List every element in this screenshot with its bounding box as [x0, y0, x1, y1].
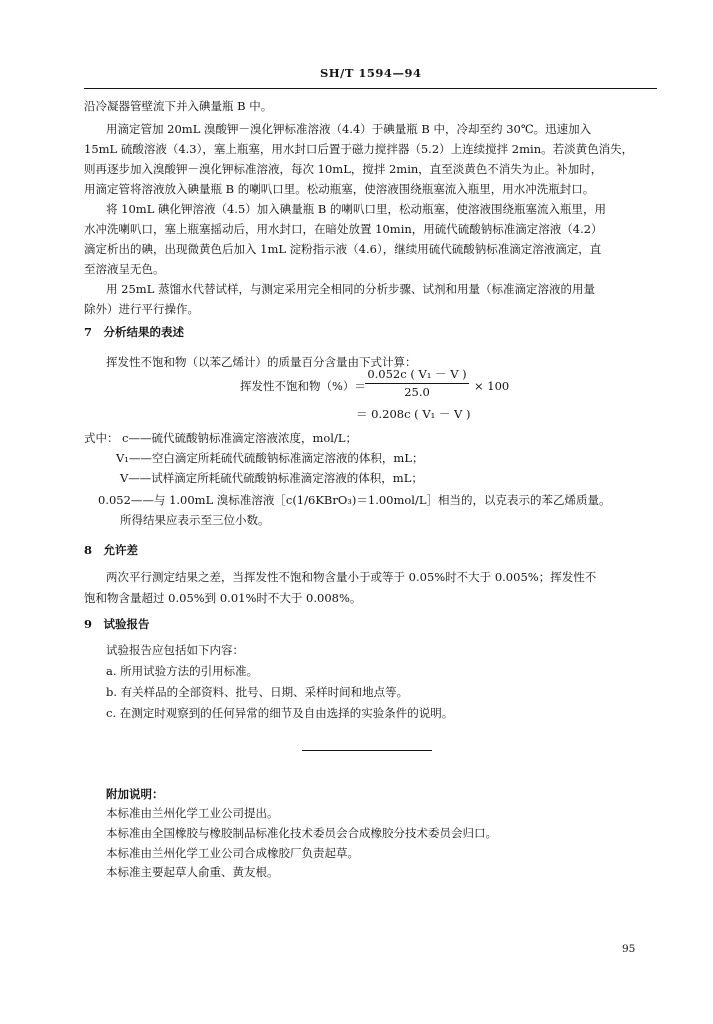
- rounding-note: 所得结果应表示至三位小数。: [120, 513, 270, 527]
- formula-numerator: 0.052c ( V₁ － V ): [367, 367, 467, 381]
- definition-c: c——硫代硫酸钠标准滴定溶液浓度，mol/L；: [122, 431, 357, 445]
- notes-line: 本标准由兰州化学工业公司提出。: [106, 806, 279, 820]
- document-code: SH/T 1594—94: [320, 66, 422, 80]
- tolerance-line1: 两次平行测定结果之差，当挥发性不饱和物含量小于或等于 0.05%时不大于 0.005%；挥发性不: [106, 570, 597, 584]
- notes-line: 本标准由兰州化学工业公司合成橡胶厂负责起草。: [106, 846, 359, 860]
- header-rule: [84, 88, 657, 89]
- procedure-para2-line1: 将 10mL 碘化钾溶液（4.5）加入碘量瓶 B 的喇叭口里，松动瓶塞，使溶液围绕瓶塞流入瓶里，用: [106, 202, 607, 216]
- procedure-line: 沿冷凝器管壁流下并入碘量瓶 B 中。: [84, 99, 273, 113]
- report-intro: 试验报告应包括如下内容：: [106, 643, 244, 657]
- procedure-para1-line4: 用滴定管将溶液放入碘量瓶 B 的喇叭口里。松动瓶塞，使溶液围绕瓶塞流入瓶里，用水冲洗瓶封口。: [84, 182, 595, 196]
- page-number: 95: [622, 943, 636, 955]
- section7-heading: 7 分析结果的表述: [84, 325, 185, 339]
- procedure-para2-line3: 滴定析出的碘，出现微黄色后加入 1mL 淀粉指示液（4.6），继续用硫代硫酸钠标准滴定溶液滴定，直: [84, 242, 602, 256]
- formula-multiplier: × 100: [474, 379, 510, 393]
- formula-intro: 挥发性不饱和物（以苯乙烯计）的质量百分含量由下式计算：: [106, 355, 417, 369]
- report-item-a: a. 所用试验方法的引用标准。: [106, 664, 259, 678]
- formula-result: ＝ 0.208c ( V₁ － V ): [356, 407, 471, 421]
- where-label: 式中：: [84, 431, 119, 445]
- tolerance-line2: 饱和物含量超过 0.05%到 0.01%时不大于 0.008%。: [84, 591, 362, 605]
- end-rule: [302, 750, 432, 751]
- procedure-para1-line2: 15mL 硫酸溶液（4.3），塞上瓶塞，用水封口后置于磁力搅拌器（5.2）上连续搅拌 2min。若淡黄色消失，: [84, 142, 634, 156]
- formula-fraction: [365, 366, 469, 401]
- notes-line: 本标准主要起草人俞重、黄友根。: [106, 865, 279, 879]
- definition-0052: 0.052——与 1.00mL 溴标准溶液［c(1/6KBrO₃)＝1.00mol/L］相当的，以克表示的苯乙烯质量。: [98, 493, 611, 507]
- procedure-para1-line1: 用滴定管加 20mL 溴酸钾－溴化钾标准溶液（4.4）于碘量瓶 B 中，冷却至约 30℃。迅速加入: [106, 122, 592, 136]
- section8-heading: 8 允许差: [84, 543, 139, 557]
- section9-heading: 9 试验报告: [84, 617, 150, 631]
- report-item-c: c. 在测定时观察到的任何异常的细节及自由选择的实验条件的说明。: [106, 706, 454, 720]
- notes-line: 本标准由全国橡胶与橡胶制品标准化技术委员会合成橡胶分技术委员会归口。: [106, 826, 497, 840]
- procedure-para3-line2: 除外）进行平行操作。: [84, 302, 199, 316]
- procedure-para2-line2: 水冲洗喇叭口，塞上瓶塞摇动后，用水封口，在暗处放置 10min，用硫代硫酸钠标准滴定溶液（4.2）: [84, 222, 603, 236]
- report-item-b: b. 有关样品的全部资料、批号、日期、采样时间和地点等。: [106, 685, 409, 699]
- definition-v: V——试样滴定所耗硫代硫酸钠标准滴定溶液的体积，mL；: [120, 471, 423, 485]
- procedure-para1-line3: 则再逐步加入溴酸钾－溴化钾标准溶液，每次 10mL，搅拌 2min，直至淡黄色不消失为止。补加时，: [84, 162, 603, 176]
- notes-heading: 附加说明：: [106, 787, 164, 801]
- procedure-para2-line4: 至溶液呈无色。: [84, 262, 165, 276]
- procedure-para3-line1: 用 25mL 蒸馏水代替试样，与测定采用完全相同的分析步骤、试剂和用量（标准滴定溶液的用量: [106, 282, 595, 296]
- formula-lhs: 挥发性不饱和物（%）＝: [240, 379, 366, 393]
- formula-denominator: 25.0: [404, 385, 430, 399]
- definition-v1: V₁——空白滴定所耗硫代硫酸钠标准滴定溶液的体积，mL；: [116, 451, 424, 465]
